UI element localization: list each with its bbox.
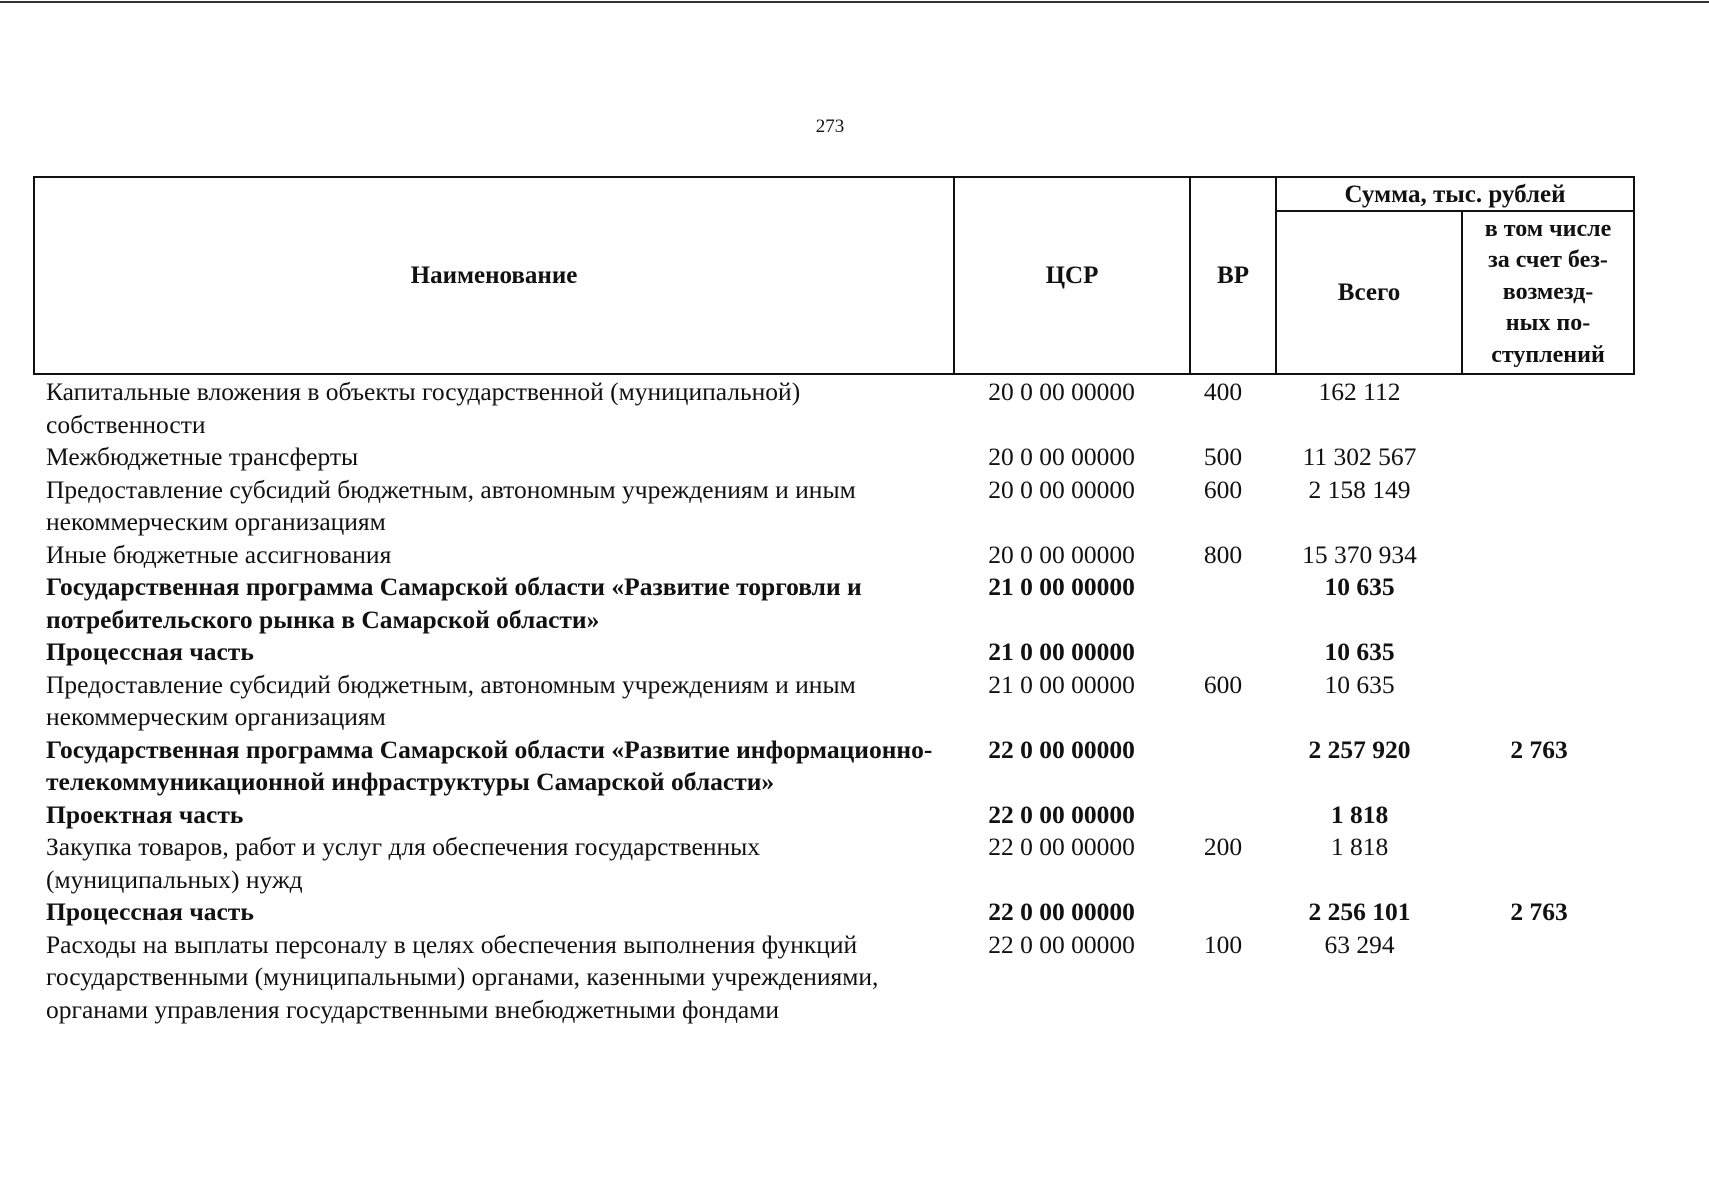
cell-free-receipts: [1453, 376, 1625, 441]
cell-csr: 21 0 00 00000: [988, 572, 1135, 601]
cell-total: 63 294: [1324, 929, 1395, 959]
table-row: [33, 831, 1635, 896]
table-row: [33, 669, 1635, 734]
table-row: [33, 474, 1635, 539]
cell-name: Закупка товаров, работ и услуг для обеспечения государственных (муниципальных) нужд: [46, 832, 761, 894]
table-row: [33, 929, 1635, 1027]
cell-csr: 22 0 00 00000: [988, 832, 1135, 861]
cell-vr: 500: [1203, 442, 1243, 471]
cell-total: 10 635: [1324, 637, 1395, 666]
cell-free-receipts: [1453, 929, 1625, 1027]
table-row: [33, 376, 1635, 441]
header-csr: ЦСР: [1045, 262, 1099, 289]
cell-csr: 20 0 00 00000: [988, 539, 1135, 569]
cell-total: 2 158 149: [1308, 474, 1411, 504]
table-row: [33, 734, 1635, 799]
cell-name: Иные бюджетные ассигнования: [46, 539, 392, 569]
cell-free-receipts: [1453, 799, 1625, 832]
cell-free-receipts: 2 763: [1510, 734, 1568, 764]
table-header: [33, 176, 1635, 375]
cell-name: Процессная часть: [46, 637, 254, 666]
cell-free-receipts: [1453, 831, 1625, 896]
top-border-line: [0, 1, 1709, 3]
header-border-right: [1633, 176, 1635, 375]
header-total: Всего: [1337, 279, 1401, 306]
cell-csr: 21 0 00 00000: [988, 637, 1135, 666]
cell-csr: 22 0 00 00000: [988, 799, 1135, 829]
cell-vr: 800: [1203, 539, 1243, 569]
cell-free-receipts: [1453, 669, 1625, 734]
table-row: [33, 799, 1635, 832]
cell-free-receipts: [1453, 539, 1625, 572]
cell-total: 10 635: [1324, 669, 1395, 699]
cell-free-receipts: [1453, 474, 1625, 539]
cell-vr: [1180, 799, 1266, 832]
cell-total: 2 256 101: [1308, 897, 1411, 926]
cell-free-receipts: [1453, 571, 1625, 636]
table-row: [33, 441, 1635, 474]
table-row: [33, 636, 1635, 669]
header-free-line: ступлений: [1491, 341, 1605, 368]
table-body: [33, 376, 1635, 1026]
cell-free-receipts: [1453, 636, 1625, 669]
table-row: [33, 896, 1635, 929]
cell-total: 162 112: [1318, 377, 1401, 406]
cell-total: 1 818: [1330, 832, 1389, 861]
cell-csr: 20 0 00 00000: [988, 442, 1135, 471]
cell-name: Капитальные вложения в объекты государственной (муниципальной) собственности: [46, 377, 801, 439]
cell-csr: 22 0 00 00000: [988, 897, 1135, 926]
cell-csr: 22 0 00 00000: [988, 734, 1135, 764]
header-free-line: за счет без-: [1488, 247, 1608, 274]
cell-total: 15 370 934: [1302, 539, 1417, 569]
cell-vr: [1180, 636, 1266, 669]
cell-csr: 22 0 00 00000: [988, 929, 1135, 959]
cell-name: Предоставление субсидий бюджетным, автономным учреждениям и иным некоммерческим организациям: [46, 669, 856, 731]
cell-vr: 100: [1203, 929, 1243, 959]
cell-name: Процессная часть: [46, 897, 254, 926]
cell-name: Проектная часть: [46, 799, 244, 829]
header-name: Наименование: [410, 262, 578, 289]
cell-free-receipts: [1453, 441, 1625, 474]
cell-name: Предоставление субсидий бюджетным, автономным учреждениям и иным некоммерческим организациям: [46, 474, 856, 536]
cell-vr: 600: [1203, 474, 1243, 504]
table-row: [33, 571, 1635, 636]
cell-csr: 20 0 00 00000: [988, 377, 1135, 406]
cell-vr: 600: [1203, 669, 1243, 699]
cell-total: 2 257 920: [1308, 734, 1411, 764]
cell-total: 11 302 567: [1302, 442, 1417, 471]
cell-vr: [1180, 896, 1266, 929]
header-vr: ВР: [1217, 262, 1249, 289]
header-free-line: ных по-: [1505, 310, 1591, 337]
cell-vr: [1180, 571, 1266, 636]
cell-csr: 20 0 00 00000: [988, 474, 1135, 504]
header-free-receipts: [1463, 212, 1633, 373]
cell-vr: [1180, 734, 1266, 799]
cell-name: Межбюджетные трансферты: [46, 442, 359, 471]
cell-name: Государственная программа Самарской области «Развитие торговли и потребительского рынка в Самарской области»: [46, 572, 862, 634]
cell-free-receipts: 2 763: [1510, 897, 1568, 926]
cell-vr: 200: [1203, 832, 1243, 861]
cell-total: 10 635: [1324, 572, 1395, 601]
page-number: 273: [815, 116, 845, 137]
header-sum-group: Сумма, тыс. рублей: [1344, 180, 1566, 208]
cell-total: 1 818: [1330, 799, 1389, 829]
cell-name: Расходы на выплаты персоналу в целях обеспечения выполнения функций государственными (муниципальными) органами, казенными учреждениями, органами управления государственными внебюджетными фондами: [46, 929, 879, 1024]
cell-csr: 21 0 00 00000: [988, 669, 1135, 699]
header-free-line: возмезд-: [1502, 278, 1594, 305]
header-free-line: в том числе: [1484, 215, 1612, 242]
header-border-bottom: [33, 373, 1635, 375]
table-row: [33, 539, 1635, 572]
cell-name: Государственная программа Самарской области «Развитие информационно-телекоммуникационной инфраструктуры Самарской области»: [46, 734, 933, 796]
cell-vr: 400: [1203, 377, 1243, 406]
